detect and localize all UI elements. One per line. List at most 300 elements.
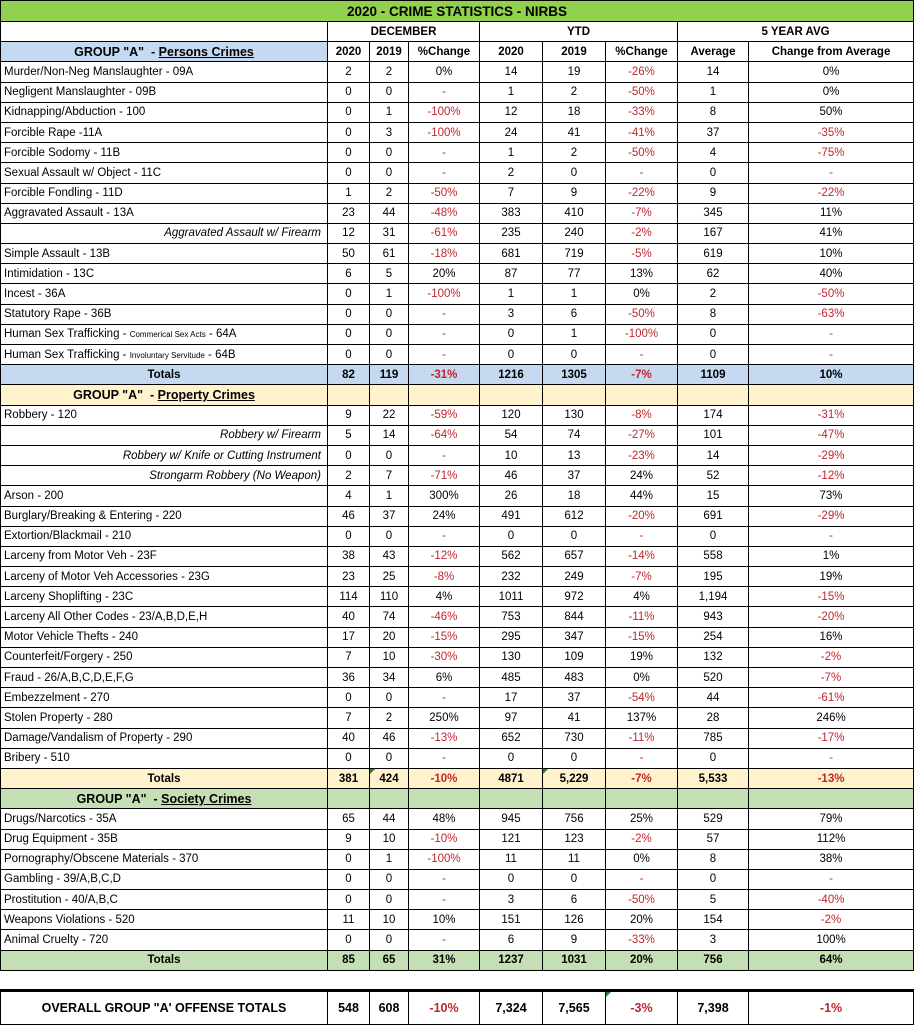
data-cell: 0 [328, 304, 370, 324]
data-cell: 44 [370, 203, 409, 223]
data-cell: 40% [749, 264, 914, 284]
data-cell: 37 [543, 466, 606, 486]
data-cell: 1 [370, 284, 409, 304]
offense-label: Larceny All Other Codes - 23/A,B,D,E,H [1, 607, 328, 627]
data-cell: 11 [328, 910, 370, 930]
table-row [1, 143, 914, 163]
table-row [1, 668, 914, 688]
data-cell: 74 [370, 607, 409, 627]
table-body [1, 1, 914, 1025]
data-cell: 2 [370, 183, 409, 203]
column-header: %Change [606, 42, 678, 62]
data-cell: -61% [749, 688, 914, 708]
data-cell: 6 [543, 890, 606, 910]
data-cell: 120 [480, 405, 543, 425]
data-cell: 232 [480, 567, 543, 587]
group-title-property [1, 385, 328, 405]
group-title-society [1, 789, 328, 809]
data-cell: 16% [749, 627, 914, 647]
data-cell: 1 [370, 849, 409, 869]
table-row [1, 203, 914, 223]
overall-totals-cell: -10% [409, 991, 480, 1025]
totals-label: Totals [1, 950, 328, 970]
data-cell: -8% [606, 405, 678, 425]
data-cell: 0% [409, 62, 480, 82]
data-cell: - [409, 345, 480, 365]
data-cell: 0 [543, 748, 606, 768]
data-cell: 0% [749, 82, 914, 102]
data-cell: 0 [678, 345, 749, 365]
totals-cell: -7% [606, 768, 678, 788]
data-cell: - [749, 869, 914, 889]
data-cell: - [749, 345, 914, 365]
totals-cell: 82 [328, 365, 370, 385]
data-cell: 2 [328, 62, 370, 82]
table-row [1, 486, 914, 506]
data-cell: 0 [370, 688, 409, 708]
table-row [1, 567, 914, 587]
offense-label: Robbery w/ Firearm [1, 425, 328, 445]
data-cell: 61 [370, 244, 409, 264]
data-cell: 11 [480, 849, 543, 869]
data-cell: 753 [480, 607, 543, 627]
data-cell: - [606, 163, 678, 183]
data-cell: - [749, 163, 914, 183]
data-cell: -22% [606, 183, 678, 203]
offense-label: Fraud - 26/A,B,C,D,E,F,G [1, 668, 328, 688]
data-cell: -50% [749, 284, 914, 304]
data-cell: 0 [370, 304, 409, 324]
data-cell: 1 [328, 183, 370, 203]
group-header-blank-cell [409, 789, 480, 809]
data-cell: 0 [543, 345, 606, 365]
december-header: DECEMBER [328, 22, 480, 42]
data-cell: 1 [543, 284, 606, 304]
data-cell: 130 [543, 405, 606, 425]
data-cell: -47% [749, 425, 914, 445]
data-cell: 5 [370, 264, 409, 284]
data-cell: 6 [480, 930, 543, 950]
data-cell: 11% [749, 203, 914, 223]
offense-label: Drugs/Narcotics - 35A [1, 809, 328, 829]
data-cell: -27% [606, 425, 678, 445]
data-cell: 0 [328, 122, 370, 142]
data-cell: 0 [678, 324, 749, 344]
data-cell: -50% [606, 304, 678, 324]
data-cell: 520 [678, 668, 749, 688]
data-cell: 38 [328, 546, 370, 566]
data-cell: 0 [678, 526, 749, 546]
group-title-persons [1, 42, 328, 62]
data-cell: 50% [749, 102, 914, 122]
table-row [1, 163, 914, 183]
data-cell: 154 [678, 910, 749, 930]
data-cell: 19 [543, 62, 606, 82]
data-cell: -20% [606, 506, 678, 526]
totals-cell: 381 [328, 768, 370, 788]
data-cell: 44 [370, 809, 409, 829]
data-cell: 691 [678, 506, 749, 526]
data-cell: 4 [678, 143, 749, 163]
data-cell: 0 [543, 526, 606, 546]
column-header: 2019 [543, 42, 606, 62]
data-cell: 2 [543, 143, 606, 163]
data-cell: 167 [678, 223, 749, 243]
data-cell: -14% [606, 546, 678, 566]
data-cell: -7% [606, 203, 678, 223]
data-cell: - [606, 526, 678, 546]
data-cell: 20 [370, 627, 409, 647]
data-cell: 79% [749, 809, 914, 829]
data-cell: 529 [678, 809, 749, 829]
data-cell: 1% [749, 546, 914, 566]
five-year-header: 5 YEAR AVG [678, 22, 914, 42]
data-cell: -11% [606, 728, 678, 748]
data-cell: 1 [370, 486, 409, 506]
data-cell: 3 [678, 930, 749, 950]
offense-label-small: Commerical Sex Acts [129, 330, 206, 340]
totals-cell: 4871 [480, 768, 543, 788]
table-row [1, 587, 914, 607]
data-cell: 20% [409, 264, 480, 284]
data-cell: 14 [480, 62, 543, 82]
data-cell: -33% [606, 930, 678, 950]
data-cell: 112% [749, 829, 914, 849]
totals-cell: 1216 [480, 365, 543, 385]
data-cell: 0 [480, 526, 543, 546]
offense-label: Arson - 200 [1, 486, 328, 506]
data-cell: 126 [543, 910, 606, 930]
group-header-blank-cell [749, 385, 914, 405]
offense-label: Strongarm Robbery (No Weapon) [1, 466, 328, 486]
data-cell: 37 [543, 688, 606, 708]
data-cell: -29% [749, 506, 914, 526]
overall-totals-cell: 548 [328, 991, 370, 1025]
data-cell: 246% [749, 708, 914, 728]
spacer-cell [1, 970, 914, 990]
data-cell: - [606, 748, 678, 768]
group-header-blank-cell [543, 385, 606, 405]
data-cell: - [606, 869, 678, 889]
table-row [1, 82, 914, 102]
data-cell: 74 [543, 425, 606, 445]
data-cell: -50% [606, 143, 678, 163]
data-cell: 3 [370, 122, 409, 142]
data-cell: 40 [328, 728, 370, 748]
data-cell: 97 [480, 708, 543, 728]
offense-label: Motor Vehicle Thefts - 240 [1, 627, 328, 647]
group-title-name: Property Crimes [157, 387, 255, 402]
data-cell: 24 [480, 122, 543, 142]
data-cell: 25% [606, 809, 678, 829]
data-cell: 0 [543, 163, 606, 183]
data-cell: 14 [678, 445, 749, 465]
data-cell: -30% [409, 647, 480, 667]
data-cell: 1 [678, 82, 749, 102]
data-cell: 972 [543, 587, 606, 607]
offense-label: Intimidation - 13C [1, 264, 328, 284]
group-title-prefix: GROUP "A" - [73, 387, 158, 402]
data-cell: 62 [678, 264, 749, 284]
totals-label: Totals [1, 768, 328, 788]
table-row [1, 466, 914, 486]
data-cell: 100% [749, 930, 914, 950]
totals-cell: 756 [678, 950, 749, 970]
data-cell: 10 [370, 647, 409, 667]
offense-label-main: Human Sex Trafficking - [4, 348, 130, 361]
offense-label: Drug Equipment - 35B [1, 829, 328, 849]
offense-label: Larceny from Motor Veh - 23F [1, 546, 328, 566]
table-row [1, 890, 914, 910]
data-cell: 844 [543, 607, 606, 627]
totals-cell: 31% [409, 950, 480, 970]
column-header: Change from Average [749, 42, 914, 62]
overall-totals-cell: 7,324 [480, 991, 543, 1025]
data-cell: -59% [409, 405, 480, 425]
data-cell: 14 [678, 62, 749, 82]
data-cell: 1 [370, 102, 409, 122]
table-row [1, 526, 914, 546]
table-row [1, 405, 914, 425]
offense-label: Forcible Sodomy - 11B [1, 143, 328, 163]
data-cell: -12% [749, 466, 914, 486]
data-cell: -15% [409, 627, 480, 647]
data-cell: 73% [749, 486, 914, 506]
totals-cell: -13% [749, 768, 914, 788]
data-cell: - [749, 526, 914, 546]
group-header-row-property [1, 385, 914, 405]
data-cell: 300% [409, 486, 480, 506]
data-cell: 0 [480, 869, 543, 889]
data-cell: 0 [328, 930, 370, 950]
data-cell: 12 [480, 102, 543, 122]
data-cell: 0 [328, 526, 370, 546]
data-cell: 562 [480, 546, 543, 566]
offense-label [1, 345, 328, 365]
data-cell: 240 [543, 223, 606, 243]
data-cell: 0 [328, 748, 370, 768]
offense-label: Forcible Rape -11A [1, 122, 328, 142]
data-cell: - [409, 890, 480, 910]
table-row [1, 324, 914, 344]
data-cell: 0 [480, 345, 543, 365]
data-cell: 14 [370, 425, 409, 445]
data-cell: 7 [328, 708, 370, 728]
column-header: %Change [409, 42, 480, 62]
overall-totals-label: OVERALL GROUP "A' OFFENSE TOTALS [1, 991, 328, 1025]
data-cell: 2 [543, 82, 606, 102]
data-cell: 13 [543, 445, 606, 465]
data-cell: 0 [328, 284, 370, 304]
data-cell: -54% [606, 688, 678, 708]
data-cell: 619 [678, 244, 749, 264]
group-header-blank-cell [370, 789, 409, 809]
offense-label: Sexual Assault w/ Object - 11C [1, 163, 328, 183]
data-cell: 0 [370, 345, 409, 365]
data-cell: - [409, 748, 480, 768]
data-cell: 0% [606, 284, 678, 304]
data-cell: 345 [678, 203, 749, 223]
data-cell: -18% [409, 244, 480, 264]
data-cell: -13% [409, 728, 480, 748]
table-row [1, 223, 914, 243]
group-header-row-persons [1, 42, 914, 62]
data-cell: -50% [409, 183, 480, 203]
period-header-row [1, 22, 914, 42]
data-cell: 0 [328, 324, 370, 344]
data-cell: -8% [409, 567, 480, 587]
data-cell: 295 [480, 627, 543, 647]
data-cell: -75% [749, 143, 914, 163]
offense-label [1, 324, 328, 344]
table-row [1, 122, 914, 142]
data-cell: 9 [328, 405, 370, 425]
table-row [1, 546, 914, 566]
data-cell: 24% [409, 506, 480, 526]
data-cell: -100% [409, 102, 480, 122]
offense-label: Aggravated Assault w/ Firearm [1, 223, 328, 243]
data-cell: 943 [678, 607, 749, 627]
data-cell: 8 [678, 304, 749, 324]
data-cell: 483 [543, 668, 606, 688]
data-cell: -15% [606, 627, 678, 647]
data-cell: 0 [328, 143, 370, 163]
data-cell: 4% [606, 587, 678, 607]
data-cell: 34 [370, 668, 409, 688]
data-cell: 18 [543, 486, 606, 506]
data-cell: 9 [543, 930, 606, 950]
data-cell: 491 [480, 506, 543, 526]
data-cell: 121 [480, 829, 543, 849]
data-cell: 785 [678, 728, 749, 748]
offense-label: Aggravated Assault - 13A [1, 203, 328, 223]
data-cell: 0 [480, 748, 543, 768]
offense-label: Murder/Non-Neg Manslaughter - 09A [1, 62, 328, 82]
group-header-blank-cell [370, 385, 409, 405]
data-cell: 1011 [480, 587, 543, 607]
offense-label: Negligent Manslaughter - 09B [1, 82, 328, 102]
overall-totals-cell: 7,565 [543, 991, 606, 1025]
data-cell: 114 [328, 587, 370, 607]
data-cell: - [409, 324, 480, 344]
table-row [1, 627, 914, 647]
data-cell: 11 [543, 849, 606, 869]
offense-label: Bribery - 510 [1, 748, 328, 768]
data-cell: 41% [749, 223, 914, 243]
data-cell: 0 [328, 890, 370, 910]
data-cell: 2 [370, 708, 409, 728]
data-cell: 36 [328, 668, 370, 688]
offense-label: Statutory Rape - 36B [1, 304, 328, 324]
data-cell: 19% [749, 567, 914, 587]
data-cell: 109 [543, 647, 606, 667]
column-header: 2020 [328, 42, 370, 62]
data-cell: 130 [480, 647, 543, 667]
data-cell: 101 [678, 425, 749, 445]
data-cell: 37 [370, 506, 409, 526]
data-cell: 151 [480, 910, 543, 930]
data-cell: -2% [606, 829, 678, 849]
data-cell: 9 [678, 183, 749, 203]
group-header-blank-cell [480, 385, 543, 405]
data-cell: 249 [543, 567, 606, 587]
offense-label: Burglary/Breaking & Entering - 220 [1, 506, 328, 526]
data-cell: 1 [480, 143, 543, 163]
data-cell: - [409, 526, 480, 546]
data-cell: 0 [370, 82, 409, 102]
data-cell: -10% [409, 829, 480, 849]
offense-label: Damage/Vandalism of Property - 290 [1, 728, 328, 748]
group-title-prefix: GROUP "A" - [76, 791, 162, 806]
data-cell: 0 [328, 445, 370, 465]
data-cell: -23% [606, 445, 678, 465]
table-row [1, 869, 914, 889]
group-header-blank-cell [678, 789, 749, 809]
data-cell: 13% [606, 264, 678, 284]
data-cell: 7 [480, 183, 543, 203]
group-header-row-society [1, 789, 914, 809]
data-cell: 0 [328, 102, 370, 122]
column-header: Average [678, 42, 749, 62]
data-cell: - [409, 688, 480, 708]
data-cell: 46 [370, 728, 409, 748]
totals-cell: 10% [749, 365, 914, 385]
data-cell: -12% [409, 546, 480, 566]
table-row [1, 809, 914, 829]
data-cell: 1 [480, 82, 543, 102]
data-cell: 250% [409, 708, 480, 728]
data-cell: 12 [328, 223, 370, 243]
data-cell: 5 [328, 425, 370, 445]
offense-label-small: Involuntary Servitude [129, 350, 205, 360]
offense-label: Embezzelment - 270 [1, 688, 328, 708]
data-cell: - [409, 445, 480, 465]
data-cell: 9 [328, 829, 370, 849]
totals-row-persons [1, 365, 914, 385]
table-row [1, 728, 914, 748]
data-cell: 730 [543, 728, 606, 748]
offense-label-main: Human Sex Trafficking - [4, 328, 130, 341]
data-cell: 195 [678, 567, 749, 587]
data-cell: 0 [370, 163, 409, 183]
data-cell: -64% [409, 425, 480, 445]
data-cell: -7% [606, 567, 678, 587]
table-row [1, 910, 914, 930]
data-cell: -63% [749, 304, 914, 324]
data-cell: 1 [480, 284, 543, 304]
totals-cell: 1031 [543, 950, 606, 970]
totals-cell: -7% [606, 365, 678, 385]
table-row [1, 849, 914, 869]
data-cell: 0 [328, 345, 370, 365]
data-cell: 20% [606, 910, 678, 930]
offense-label: Larceny of Motor Veh Accessories - 23G [1, 567, 328, 587]
data-cell: 254 [678, 627, 749, 647]
data-cell: 37 [678, 122, 749, 142]
data-cell: -33% [606, 102, 678, 122]
totals-label: Totals [1, 365, 328, 385]
data-cell: 0 [328, 163, 370, 183]
data-cell: 40 [328, 607, 370, 627]
data-cell: 2 [370, 62, 409, 82]
totals-row-property [1, 768, 914, 788]
data-cell: 6 [543, 304, 606, 324]
table-row [1, 748, 914, 768]
offense-label: Pornography/Obscene Materials - 370 [1, 849, 328, 869]
data-cell: -100% [409, 122, 480, 142]
overall-totals-cell: -3% [606, 991, 678, 1025]
table-row [1, 688, 914, 708]
